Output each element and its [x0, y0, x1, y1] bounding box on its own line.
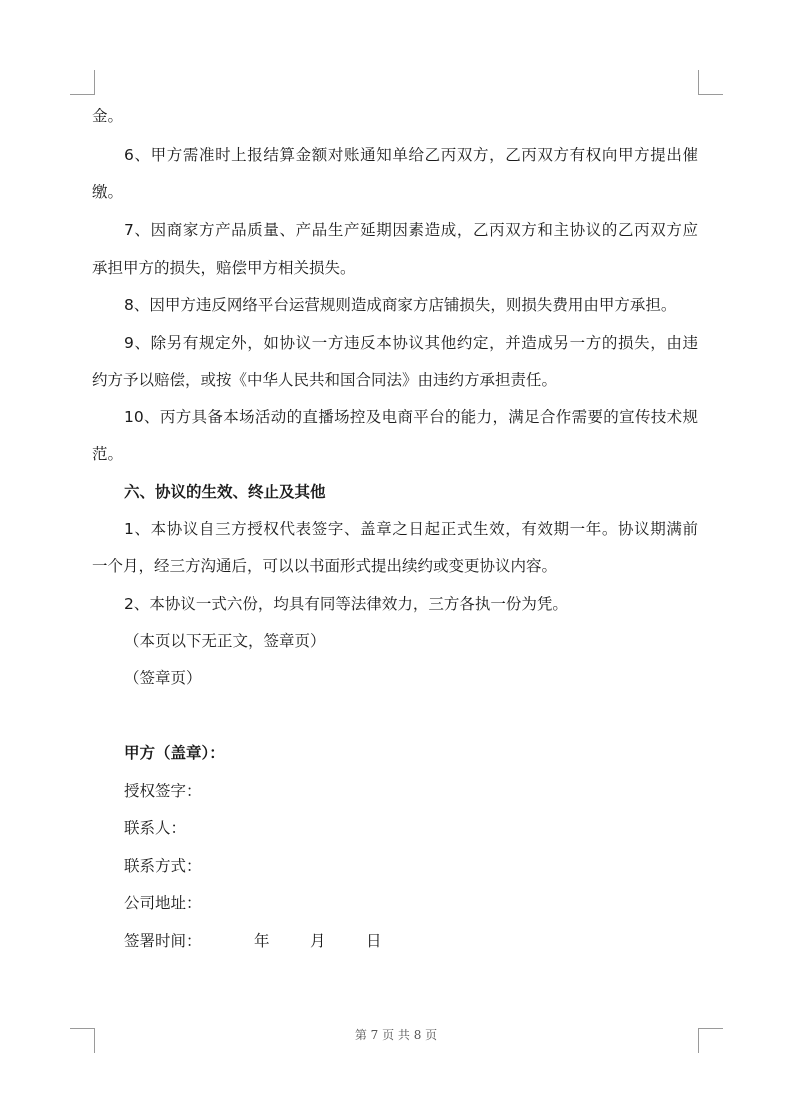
text-line: 范。: [92, 445, 124, 463]
clause-2: 2、本协议一式六份，均具有同等法律效力，三方各执一份为凭。: [124, 595, 568, 613]
clause-7: 7、因商家方产品质量、产品生产延期因素造成，乙丙双方和主协议的乙丙双方应: [124, 221, 698, 239]
signing-time-label: 签署时间：: [124, 932, 202, 950]
clause-1: 1、本协议自三方授权代表签字、盖章之日起正式生效，有效期一年。协议期满前: [124, 520, 698, 538]
note-no-text: （本页以下无正文，签章页）: [124, 632, 326, 650]
clause-6: 6、甲方需准时上报结算金额对账通知单给乙丙双方，乙丙双方有权向甲方提出催: [124, 146, 698, 164]
corner-mark-top-right: [698, 70, 723, 95]
clause-9: 9、除另有规定外，如协议一方违反本协议其他约定，并造成另一方的损失，由违: [124, 334, 698, 352]
clause-10: 10、丙方具备本场活动的直播场控及电商平台的能力，满足合作需要的宣传技术规: [124, 408, 698, 426]
text-line: 一个月，经三方沟通后，可以以书面形式提出续约或变更协议内容。: [92, 557, 558, 575]
party-a-seal-label: 甲方（盖章）：: [124, 744, 225, 762]
signing-time-row: [124, 931, 382, 951]
text-line: 金。: [92, 107, 124, 125]
corner-mark-top-left: [70, 70, 95, 95]
text-line: 承担甲方的损失，赔偿甲方相关损失。: [92, 259, 356, 277]
section-heading: 六、协议的生效、终止及其他: [124, 483, 326, 501]
month-label: 月: [310, 932, 326, 950]
text-line: 缴。: [92, 183, 124, 201]
year-label: 年: [254, 932, 270, 950]
company-address-label: 公司地址：: [124, 894, 202, 912]
contact-method-label: 联系方式：: [124, 857, 202, 875]
note-signature-page: （签章页）: [124, 669, 202, 687]
authorized-signature-label: 授权签字：: [124, 782, 202, 800]
page-number-footer: 第 7 页 共 8 页: [354, 1028, 438, 1042]
text-line: 约方予以赔偿，或按《中华人民共和国合同法》由违约方承担责任。: [92, 371, 558, 389]
clause-8: 8、因甲方违反网络平台运营规则造成商家方店铺损失，则损失费用由甲方承担。: [124, 296, 677, 314]
day-label: 日: [366, 932, 382, 950]
contact-person-label: 联系人：: [124, 819, 187, 837]
